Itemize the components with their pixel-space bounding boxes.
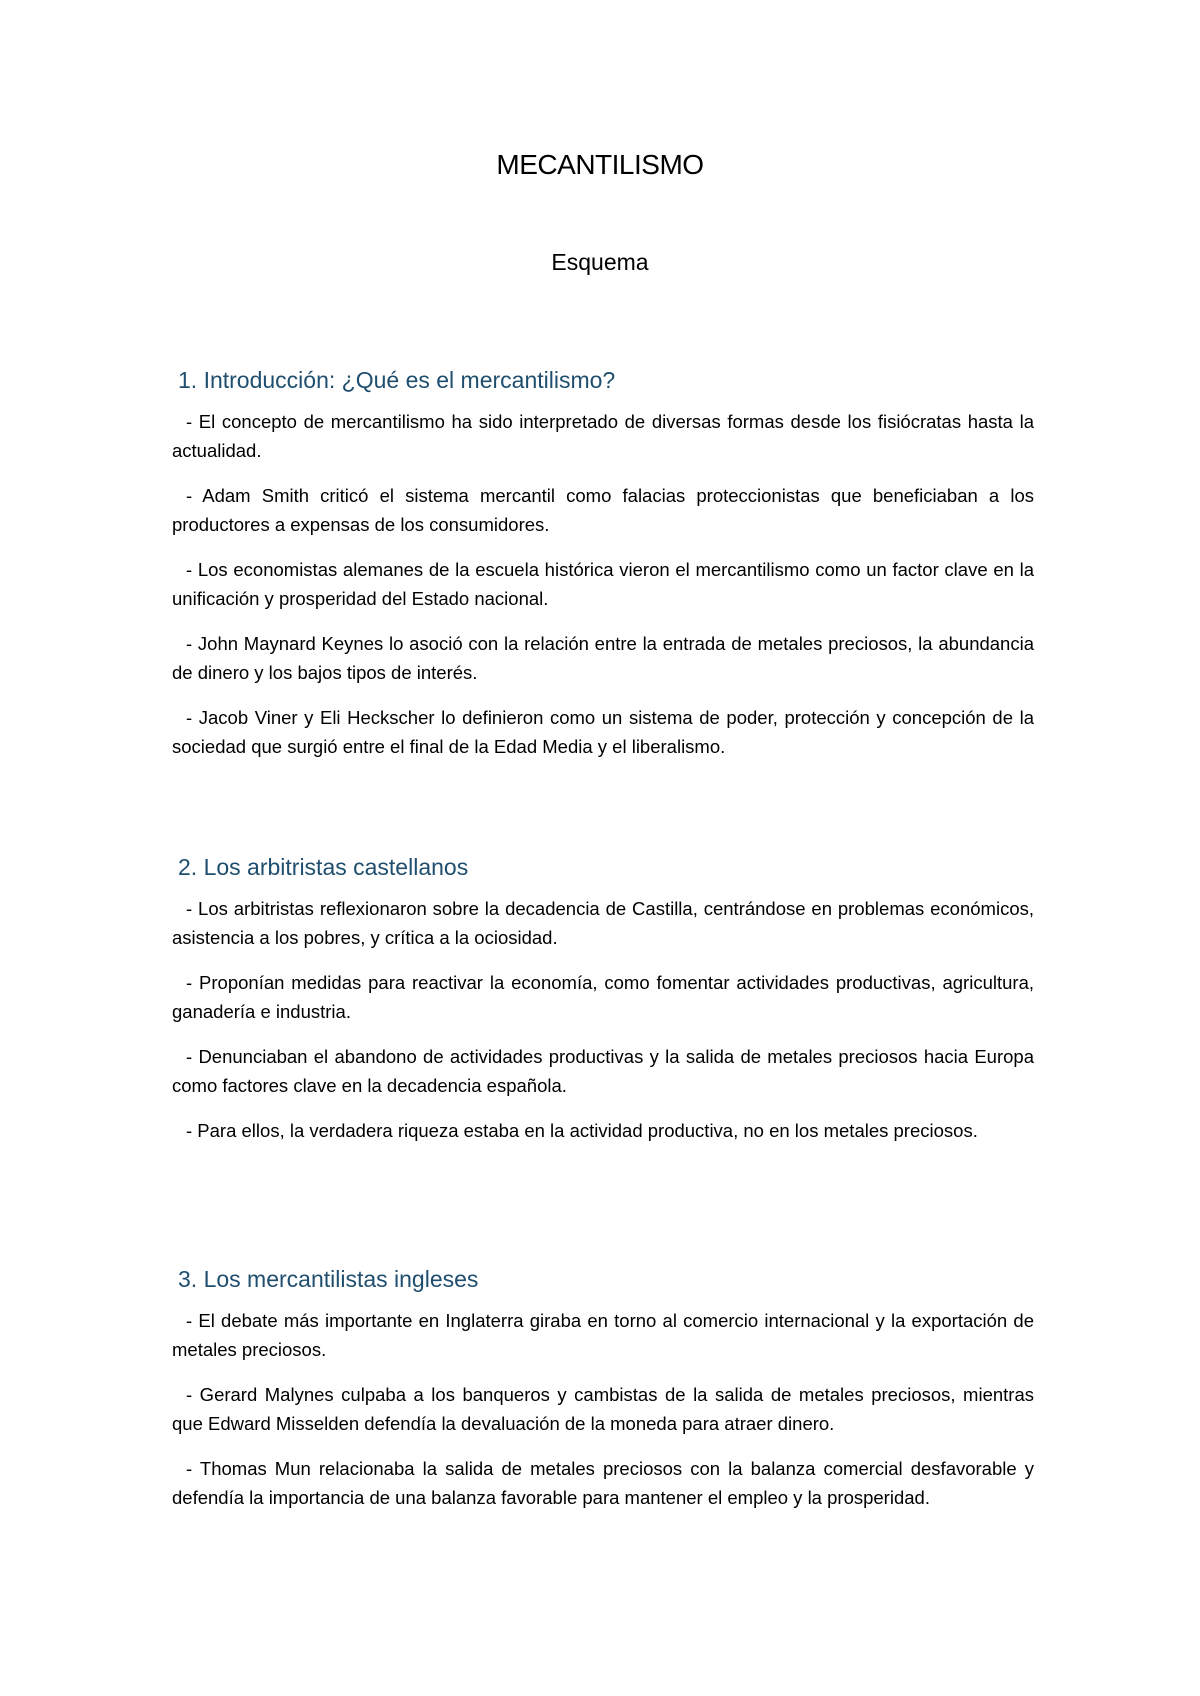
section-heading: 1. Introducción: ¿Qué es el mercantilismo? (178, 367, 616, 393)
list-item: - Para ellos, la verdadera riqueza estaba en la actividad productiva, no en los metales preciosos. (186, 1120, 978, 1141)
section-heading: 2. Los arbitristas castellanos (178, 854, 469, 880)
section-introduccion (172, 365, 1034, 777)
list-item: - John Maynard Keynes lo asoció con la relación entre la entrada de metales preciosos, la abundancia de dinero y los bajos tipos de interés. (172, 633, 1034, 683)
document-title: MECANTILISMO (496, 149, 704, 180)
document-subtitle: Esquema (551, 249, 649, 275)
list-item: - El debate más importante en Inglaterra giraba en torno al comercio internacional y la exportación de metales preciosos. (172, 1310, 1034, 1360)
list-item: - Jacob Viner y Eli Heckscher lo definieron como un sistema de poder, protección y concepción de la sociedad que surgió entre el final de la Edad Media y el liberalismo. (172, 707, 1034, 757)
list-item: - Denunciaban el abandono de actividades productivas y la salida de metales preciosos hacia Europa como factores clave en la decadencia española. (172, 1046, 1034, 1096)
list-item: - Adam Smith criticó el sistema mercantil como falacias proteccionistas que beneficiaban a los productores a expensas de los consumidores. (172, 485, 1034, 535)
list-item: - Los economistas alemanes de la escuela histórica vieron el mercantilismo como un factor clave en la unificación y prosperidad del Estado nacional. (172, 559, 1034, 609)
list-item: - Los arbitristas reflexionaron sobre la decadencia de Castilla, centrándose en problemas económicos, asistencia a los pobres, y crítica a la ociosidad. (172, 898, 1034, 948)
list-item: - Gerard Malynes culpaba a los banqueros y cambistas de la salida de metales preciosos, mientras que Edward Misselden defendía la devaluación de la moneda para atraer dinero. (172, 1384, 1034, 1434)
list-item: - Thomas Mun relacionaba la salida de metales preciosos con la balanza comercial desfavorable y defendía la importancia de una balanza favorable para mantener el empleo y la prosperidad. (172, 1458, 1034, 1508)
section-heading: 3. Los mercantilistas ingleses (178, 1266, 479, 1292)
list-item: - Proponían medidas para reactivar la economía, como fomentar actividades productivas, agricultura, ganadería e industria. (172, 972, 1034, 1022)
list-item: - El concepto de mercantilismo ha sido interpretado de diversas formas desde los fisiócratas hasta la actualidad. (172, 411, 1034, 461)
section-arbitristas (172, 852, 1034, 1161)
section-mercantilistas-ingleses (172, 1264, 1034, 1528)
